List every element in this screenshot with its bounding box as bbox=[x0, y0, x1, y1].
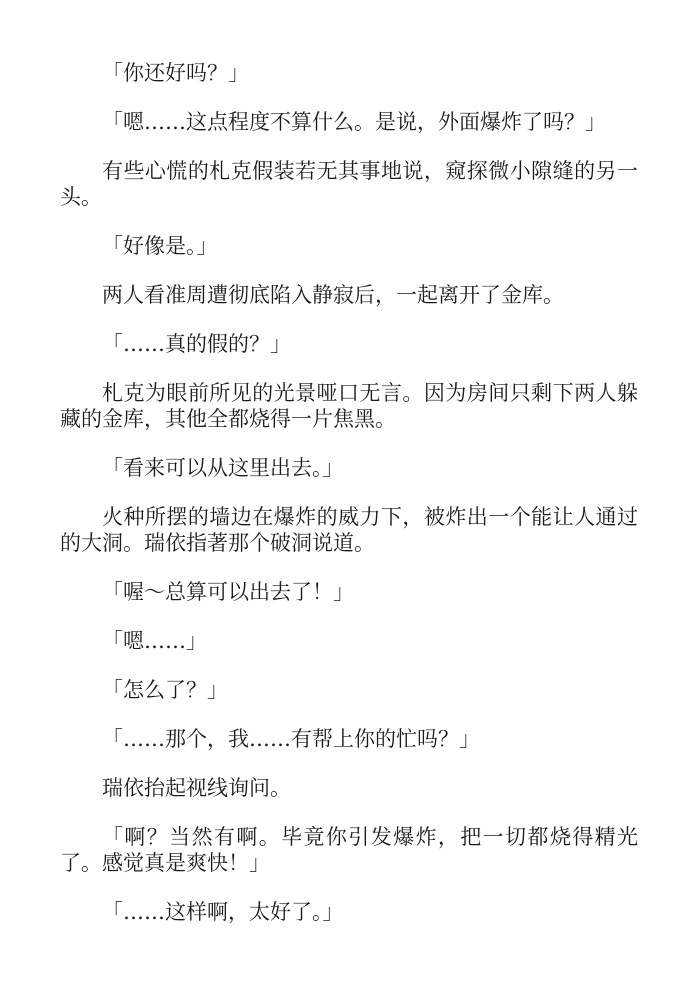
paragraph-6: 「……真的假的？」 bbox=[102, 332, 291, 356]
paragraph-7: 札克为眼前所见的光景哑口无言。因为房间只剩下两人躲藏的金库，其他全都烧得一片焦黑。 bbox=[60, 381, 638, 431]
document-page bbox=[60, 60, 638, 948]
paragraph-5: 两人看准周遭彻底陷入静寂后，一起离开了金库。 bbox=[102, 283, 564, 307]
paragraph-2: 「嗯……这点程度不算什么。是说，外面爆炸了吗？」 bbox=[102, 110, 606, 134]
paragraph-3: 有些心慌的札克假装若无其事地说，窥探微小隙缝的另一头。 bbox=[60, 159, 638, 209]
paragraph-12: 「怎么了？」 bbox=[102, 678, 228, 702]
paragraph-1: 「你还好吗？」 bbox=[102, 61, 249, 85]
paragraph-11: 「嗯……」 bbox=[102, 629, 207, 653]
paragraph-13: 「……那个，我……有帮上你的忙吗？」 bbox=[102, 727, 480, 751]
paragraph-15: 「啊？当然有啊。毕竟你引发爆炸，把一切都烧得精光了。感觉真是爽快！」 bbox=[60, 825, 638, 875]
paragraph-4: 「好像是。」 bbox=[102, 234, 218, 258]
paragraph-14: 瑞依抬起视线询问。 bbox=[102, 776, 291, 800]
paragraph-16: 「……这样啊，太好了。」 bbox=[102, 900, 344, 924]
paragraph-9: 火种所摆的墙边在爆炸的威力下，被炸出一个能让人通过的大洞。瑞依指著那个破洞说道。 bbox=[60, 505, 638, 555]
paragraph-8: 「看来可以从这里出去。」 bbox=[102, 456, 344, 480]
paragraph-10: 「喔～总算可以出去了！」 bbox=[102, 580, 354, 604]
